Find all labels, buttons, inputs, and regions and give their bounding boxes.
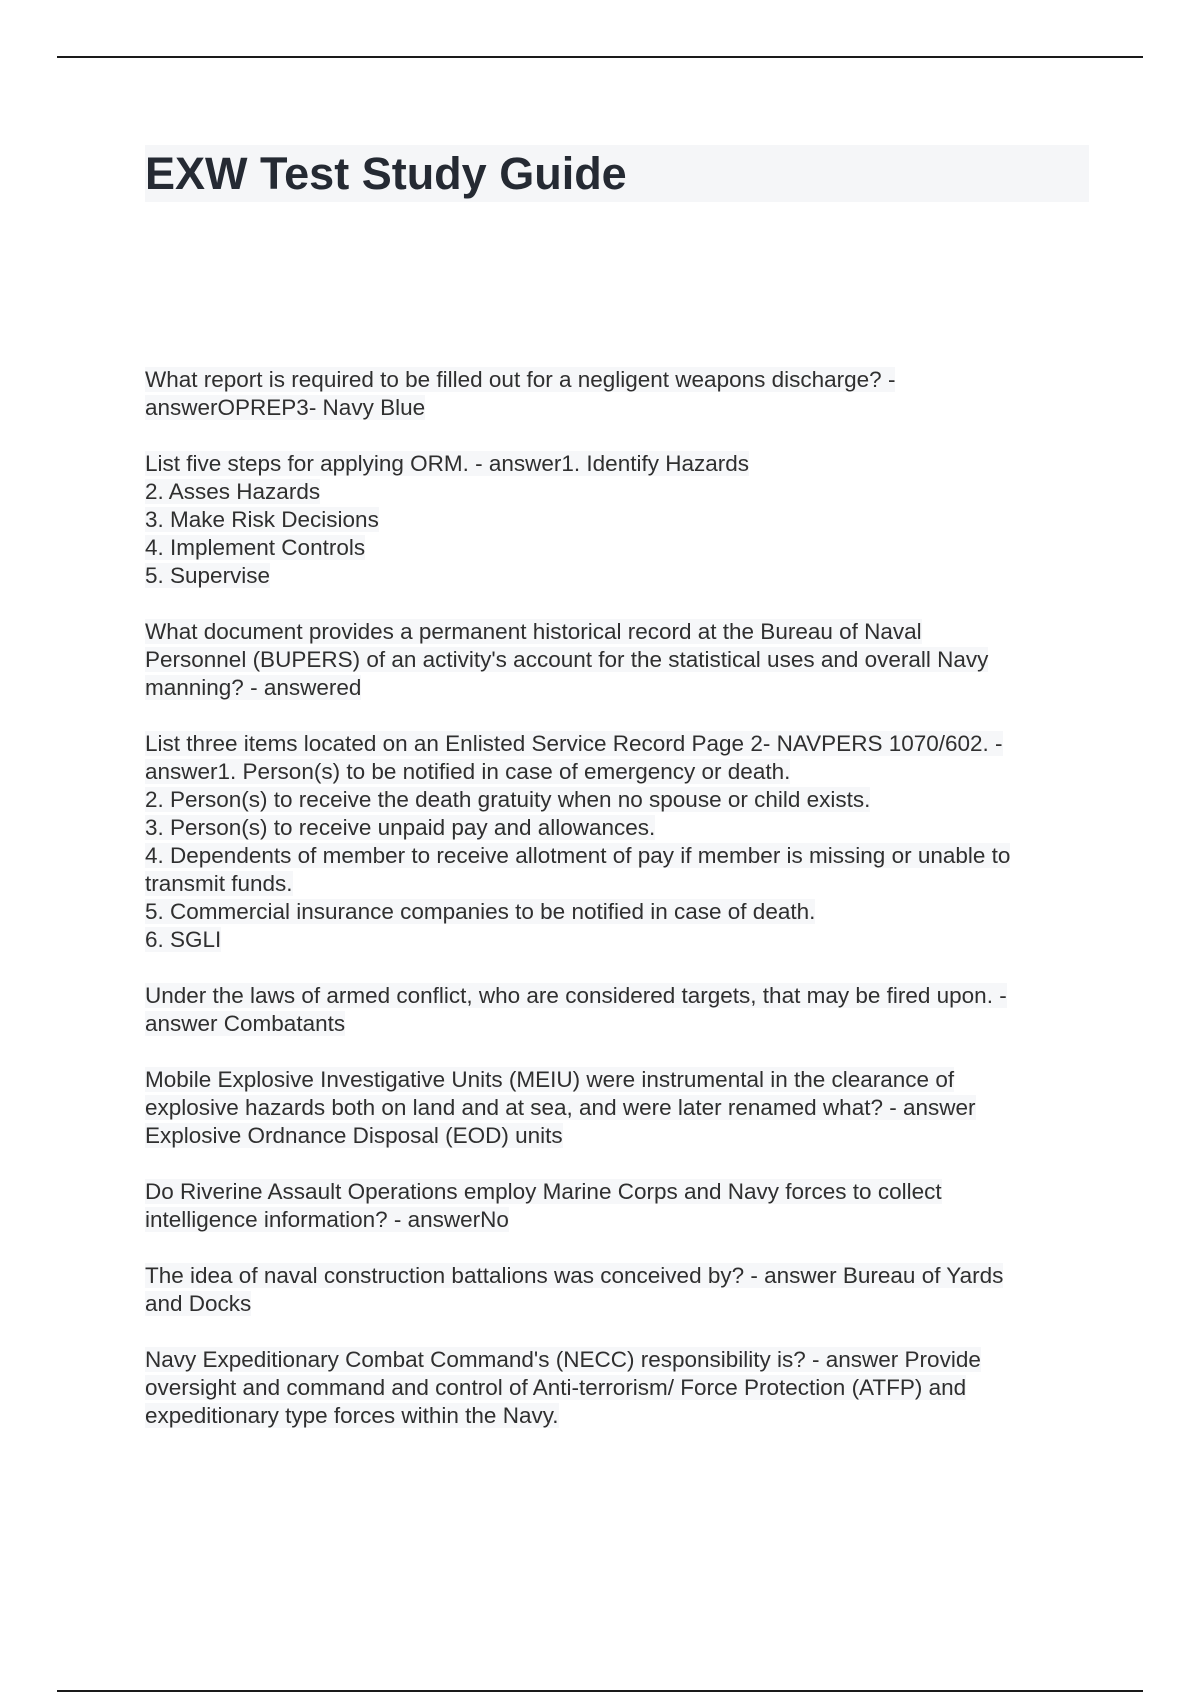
qa-line-wrapper [145, 898, 1085, 926]
qa-line: Explosive Ordnance Disposal (EOD) units [145, 1123, 563, 1148]
qa-line-wrapper [145, 1346, 1085, 1374]
qa-line: manning? - answered [145, 675, 362, 700]
qa-line: answer Combatants [145, 1011, 346, 1036]
qa-entry [145, 982, 1085, 1038]
qa-line-wrapper [145, 674, 1085, 702]
qa-line-wrapper [145, 814, 1085, 842]
qa-line: explosive hazards both on land and at sea, and were later renamed what? - answer [145, 1095, 976, 1120]
qa-line-wrapper [145, 1122, 1085, 1150]
qa-line: expeditionary type forces within the Navy. [145, 1403, 559, 1428]
qa-line-wrapper [145, 1178, 1085, 1206]
qa-line: answerOPREP3- Navy Blue [145, 395, 426, 420]
page-title: EXW Test Study Guide [145, 148, 627, 199]
qa-line: Under the laws of armed conflict, who are considered targets, that may be fired upon. - [145, 983, 1007, 1008]
qa-line: oversight and command and control of Anti-terrorism/ Force Protection (ATFP) and [145, 1375, 967, 1400]
qa-line-wrapper [145, 842, 1085, 870]
qa-entry [145, 366, 1085, 422]
qa-list [145, 366, 1085, 1458]
qa-line-wrapper [145, 478, 1085, 506]
qa-line: 4. Dependents of member to receive allotment of pay if member is missing or unable to [145, 843, 1011, 868]
qa-line: 4. Implement Controls [145, 535, 366, 560]
qa-line-wrapper [145, 1262, 1085, 1290]
qa-line-wrapper [145, 982, 1085, 1010]
qa-line-wrapper [145, 1066, 1085, 1094]
qa-line: List five steps for applying ORM. - answer1. Identify Hazards [145, 451, 749, 476]
qa-line: intelligence information? - answerNo [145, 1207, 509, 1232]
qa-line-wrapper [145, 786, 1085, 814]
qa-line: Navy Expeditionary Combat Command's (NECC) responsibility is? - answer Provide [145, 1347, 981, 1372]
qa-line-wrapper [145, 562, 1085, 590]
qa-line-wrapper [145, 450, 1085, 478]
qa-entry [145, 1066, 1085, 1150]
qa-entry [145, 730, 1085, 954]
qa-line-wrapper [145, 1374, 1085, 1402]
qa-entry [145, 1178, 1085, 1234]
qa-line: answer1. Person(s) to be notified in case of emergency or death. [145, 759, 791, 784]
qa-line: 2. Person(s) to receive the death gratuity when no spouse or child exists. [145, 787, 871, 812]
qa-line-wrapper [145, 758, 1085, 786]
qa-line-wrapper [145, 1206, 1085, 1234]
qa-line: 5. Supervise [145, 563, 271, 588]
qa-line: 3. Make Risk Decisions [145, 507, 379, 532]
qa-line-wrapper [145, 618, 1085, 646]
qa-line-wrapper [145, 730, 1085, 758]
qa-line: transmit funds. [145, 871, 293, 896]
qa-line-wrapper [145, 534, 1085, 562]
qa-line: 6. SGLI [145, 927, 222, 952]
qa-line: 2. Asses Hazards [145, 479, 321, 504]
qa-line: What document provides a permanent historical record at the Bureau of Naval [145, 619, 922, 644]
qa-line-wrapper [145, 1290, 1085, 1318]
qa-line: The idea of naval construction battalions was conceived by? - answer Bureau of Yards [145, 1263, 1004, 1288]
qa-line: List three items located on an Enlisted Service Record Page 2- NAVPERS 1070/602. - [145, 731, 1003, 756]
qa-line-wrapper [145, 1094, 1085, 1122]
qa-line-wrapper [145, 646, 1085, 674]
qa-line-wrapper [145, 506, 1085, 534]
qa-line: Do Riverine Assault Operations employ Marine Corps and Navy forces to collect [145, 1179, 942, 1204]
qa-line-wrapper [145, 366, 1085, 394]
qa-line-wrapper [145, 1010, 1085, 1038]
qa-line: 3. Person(s) to receive unpaid pay and allowances. [145, 815, 656, 840]
qa-line-wrapper [145, 394, 1085, 422]
qa-entry [145, 450, 1085, 590]
qa-line: 5. Commercial insurance companies to be notified in case of death. [145, 899, 816, 924]
bottom-rule [57, 1690, 1143, 1692]
qa-line: What report is required to be filled out for a negligent weapons discharge? - [145, 367, 896, 392]
qa-line-wrapper [145, 1402, 1085, 1430]
qa-entry [145, 618, 1085, 702]
qa-line-wrapper [145, 926, 1085, 954]
qa-line: and Docks [145, 1291, 252, 1316]
qa-line-wrapper [145, 870, 1085, 898]
top-rule [57, 56, 1143, 58]
qa-entry [145, 1262, 1085, 1318]
qa-entry [145, 1346, 1085, 1430]
qa-line: Mobile Explosive Investigative Units (MEIU) were instrumental in the clearance of [145, 1067, 955, 1092]
qa-line: Personnel (BUPERS) of an activity's account for the statistical uses and overall Navy [145, 647, 989, 672]
